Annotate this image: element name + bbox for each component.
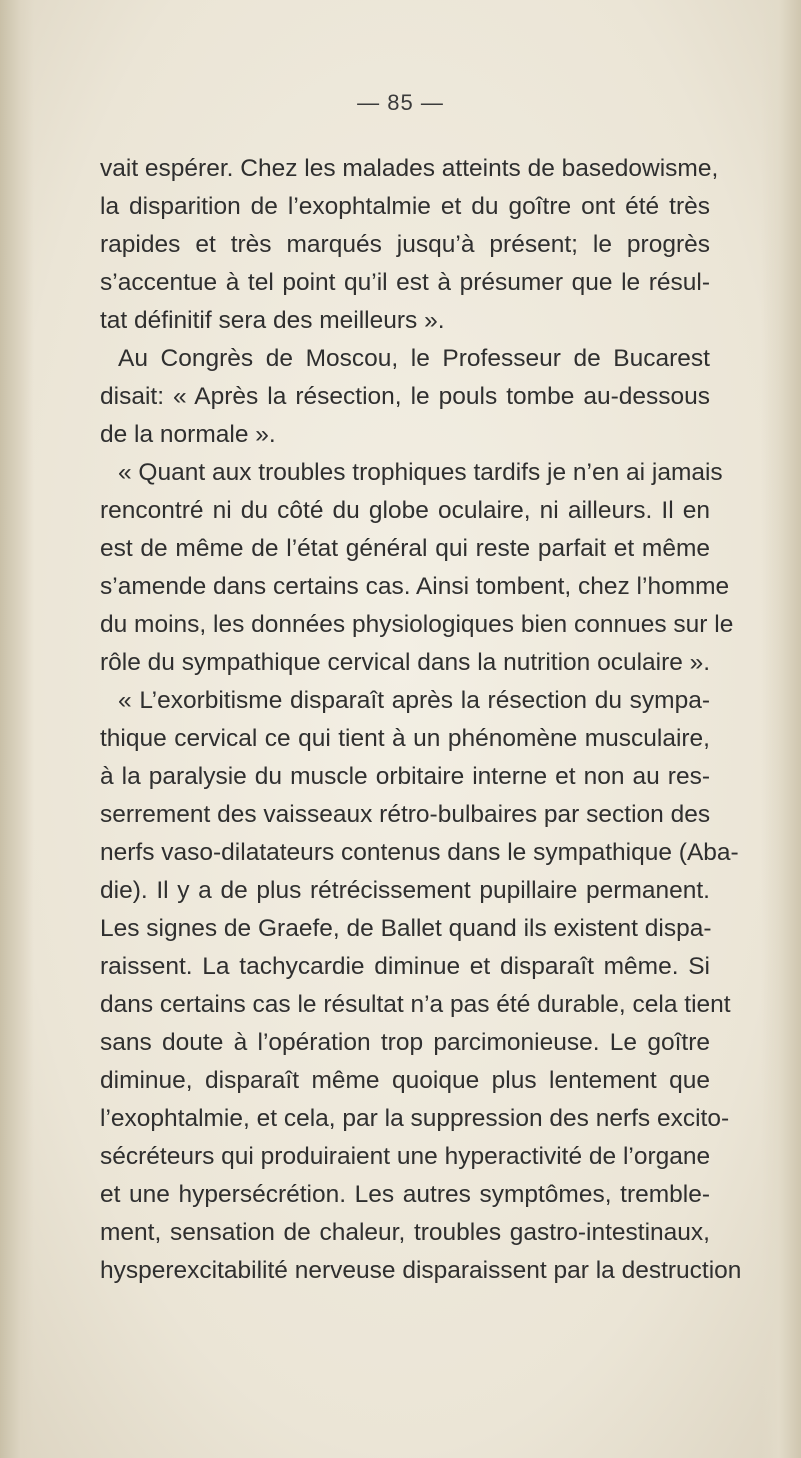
page-number: — 85 —: [357, 90, 444, 115]
text-line: disait: « Après la résection, le pouls tombe au-dessous: [100, 383, 710, 410]
text-line: Les signes de Graefe, de Ballet quand ils existent dispa-: [100, 915, 712, 942]
text-line: rapides et très marqués jusqu’à présent; le progrès: [100, 231, 710, 258]
text-line: l’exophtalmie, et cela, par la suppression des nerfs excito-: [100, 1105, 730, 1132]
text-line: est de même de l’état général qui reste parfait et même: [100, 535, 710, 562]
text-line: s’accentue à tel point qu’il est à présumer que le résul-: [100, 269, 710, 296]
body-text: [100, 150, 742, 1290]
text-line: dans certains cas le résultat n’a pas été durable, cela tient: [100, 991, 731, 1018]
text-line: nerfs vaso-dilatateurs contenus dans le sympathique (Aba-: [100, 839, 739, 866]
text-line: die). Il y a de plus rétrécissement pupillaire permanent.: [100, 877, 710, 904]
text-line: ment, sensation de chaleur, troubles gastro-intestinaux,: [100, 1219, 710, 1246]
text-line: du moins, les données physiologiques bien connues sur le: [100, 611, 734, 638]
text-line: Au Congrès de Moscou, le Professeur de Bucarest: [118, 345, 710, 372]
text-line: vait espérer. Chez les malades atteints de basedowisme,: [100, 155, 719, 182]
text-line: rôle du sympathique cervical dans la nutrition oculaire ».: [100, 649, 711, 676]
page-gutter-shadow: [0, 0, 34, 1458]
text-line: sécréteurs qui produiraient une hyperactivité de l’organe: [100, 1143, 711, 1170]
text-line: et une hypersécrétion. Les autres symptômes, tremble-: [100, 1181, 710, 1208]
text-line: « Quant aux troubles trophiques tardifs je n’en ai jamais: [118, 459, 723, 486]
text-line: de la normale ».: [100, 421, 276, 448]
text-line: sans doute à l’opération trop parcimonieuse. Le goître: [100, 1029, 710, 1056]
text-line: tat définitif sera des meilleurs ».: [100, 307, 445, 334]
text-line: raissent. La tachycardie diminue et disparaît même. Si: [100, 953, 710, 980]
text-line: diminue, disparaît même quoique plus lentement que: [100, 1067, 710, 1094]
text-line: « L’exorbitisme disparaît après la résection du sympa-: [118, 687, 710, 714]
text-line: serrement des vaisseaux rétro-bulbaires par section des: [100, 801, 711, 828]
text-line: à la paralysie du muscle orbitaire interne et non au res-: [100, 763, 710, 790]
text-line: la disparition de l’exophtalmie et du goître ont été très: [100, 193, 710, 220]
text-line: rencontré ni du côté du globe oculaire, ni ailleurs. Il en: [100, 497, 710, 524]
page-edge-shadow: [761, 0, 801, 1458]
text-line: s’amende dans certains cas. Ainsi tombent, chez l’homme: [100, 573, 730, 600]
text-line: thique cervical ce qui tient à un phénomène musculaire,: [100, 725, 710, 752]
text-line: hysperexcitabilité nerveuse disparaissent par la destruction: [100, 1257, 742, 1284]
